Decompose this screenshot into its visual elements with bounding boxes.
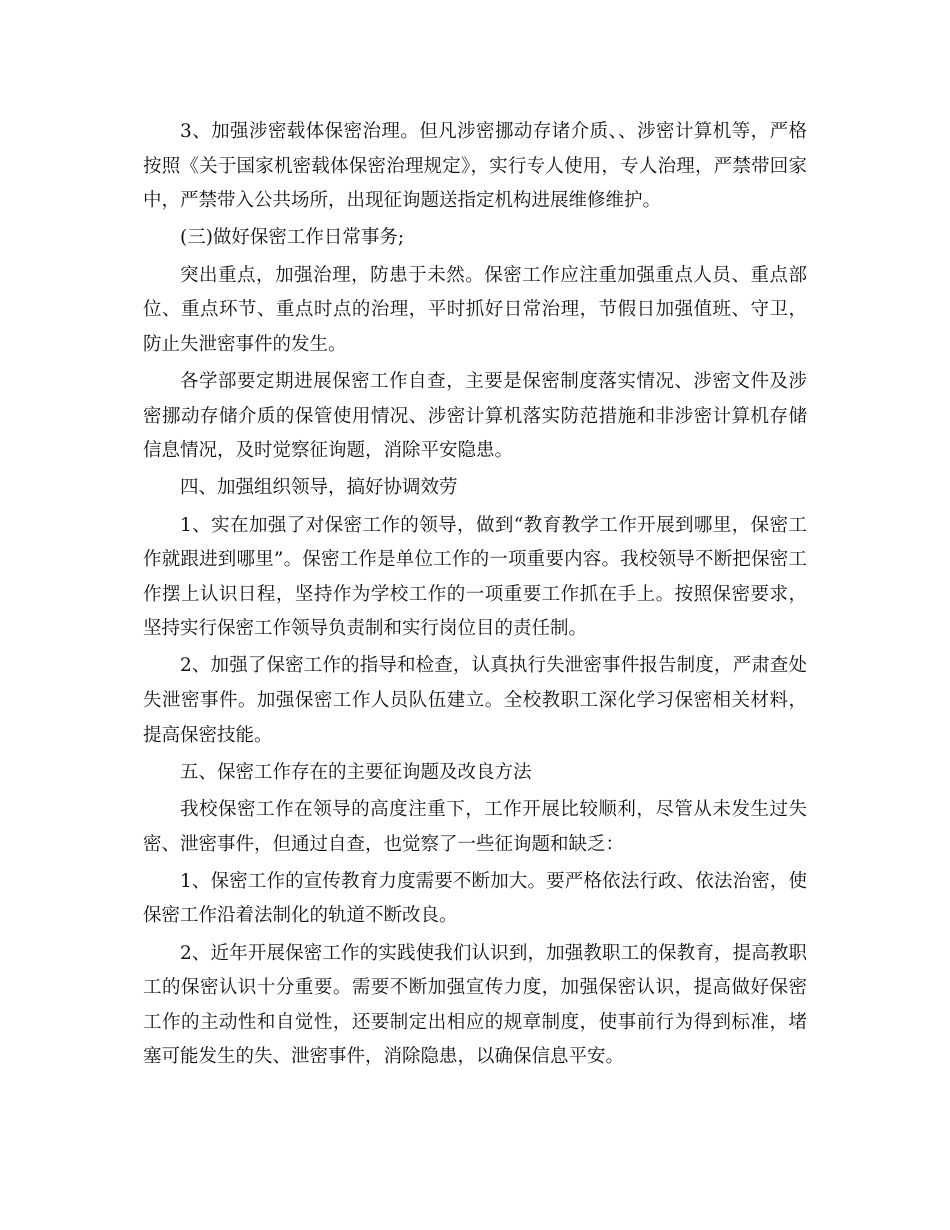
paragraph-problem-2: 2、近年开展保密工作的实践使我们认识到，加强教职工的保教育，提高教职工的保密认识十分重要。需要不断加强宣传力度，加强保密认识，提高做好保密工作的主动性和自觉性，还要制定出相应的规章制度，使事前行为得到标准，堵塞可能发生的失、泄密事件，消除隐患，以确保信息平安。 [143,942,807,1068]
paragraph-carrier-management: 3、加强涉密载体保密治理。但凡涉密挪动存诸介质、、涉密计算机等，严格按照《关于国家机密载体保密治理规定》，实行专人使用，专人治理，严禁带回家中，严禁带入公共场所，出现征询题送指定机构进展维修维护。 [143,121,807,212]
paragraph-problem-1: 1、保密工作的宣传教育力度需要不断加大。要严格依法行政、依法治密，使保密工作沿着法制化的轨道不断改良。 [143,870,807,927]
document-page [143,115,807,1078]
heading-organization-leadership: 四、加强组织领导，搞好协调效劳 [180,477,458,499]
subheading-daily-affairs: (三)做好保密工作日常事务; [180,227,405,249]
paragraph-leadership-2: 2、加强了保密工作的指导和检查，认真执行失泄密事件报告制度，严肃查处失泄密事件。加强保密工作人员队伍建立。全校教职工深化学习保密相关材料，提高保密技能。 [143,655,807,746]
paragraph-leadership-1: 1、实在加强了对保密工作的领导，做到“教育教学工作开展到哪里，保密工作就跟进到哪里”。保密工作是单位工作的一项重要内容。我校领导不断把保密工作摆上认识日程，坚持作为学校工作的一项重要工作抓在手上。按照保密要求，坚持实行保密工作领导负责制和实行岗位目的责任制。 [143,514,807,640]
paragraph-problems-intro: 我校保密工作在领导的高度注重下，工作开展比较顺利，尽管从未发生过失密、泄密事件，但通过自查，也觉察了一些征询题和缺乏： [143,799,807,855]
paragraph-key-points: 突出重点，加强治理，防患于未然。保密工作应注重加强重点人员、重点部位、重点环节、重点时点的治理，平时抓好日常治理，节假日加强值班、守卫，防止失泄密事件的发生。 [143,264,807,355]
paragraph-self-inspection: 各学部要定期进展保密工作自查，主要是保密制度落实情况、涉密文件及涉密挪动存储介质的保管使用情况、涉密计算机落实防范措施和非涉密计算机存储信息情况，及时觉察征询题，消除平安隐患。 [143,370,807,462]
heading-problems-improvements: 五、保密工作存在的主要征询题及改良方法 [180,761,532,783]
